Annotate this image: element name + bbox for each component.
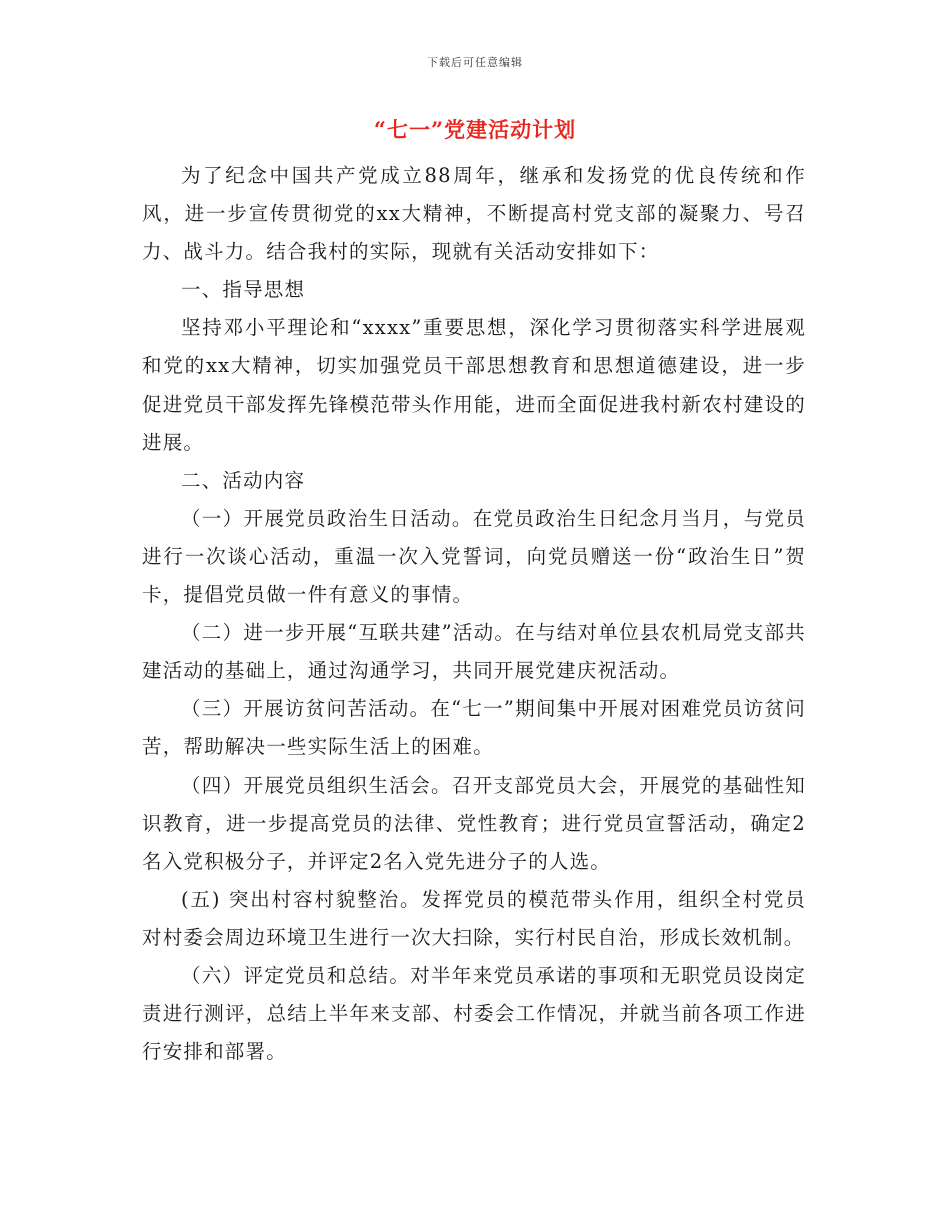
document-title: “七一”党建活动计划 [373, 117, 577, 142]
guiding-ideology-paragraph: 坚持邓小平理论和“xxxx”重要思想，深化学习贯彻落实科学进展观和党的xx大精神，切实加强党员干部思想教育和思想道德建设，进一步促进党员干部发挥先锋模范带头作用能，进而全面促进我村新农村建设的进展。 [142, 316, 806, 454]
activity-item-2: （二）进一步开展“互联共建”活动。在与结对单位县农机局党支部共建活动的基础上，通过沟通学习，共同开展党建庆祝活动。 [142, 621, 806, 683]
activity-item-1: （一）开展党员政治生日活动。在党员政治生日纪念月当月，与党员进行一次谈心活动，重温一次入党誓词，向党员赠送一份“政治生日”贺卡，提倡党员做一件有意义的事情。 [142, 506, 806, 607]
section-heading-guiding-ideology: 一、指导思想 [181, 278, 306, 302]
document-body [142, 157, 806, 1071]
intro-paragraph: 为了纪念中国共产党成立88周年，继承和发扬党的优良传统和作风，进一步宣传贯彻党的xx大精神，不断提高村党支部的凝聚力、号召力、战斗力。结合我村的实际，现就有关活动安排如下： [142, 164, 806, 264]
section-heading-activity-content: 二、活动内容 [181, 468, 306, 492]
header-note: 下载后可任意编辑 [427, 56, 523, 69]
activity-item-3: （三）开展访贫问苦活动。在“七一”期间集中开展对困难党员访贫问苦，帮助解决一些实际生活上的困难。 [142, 697, 806, 759]
activity-item-5: (五) 突出村容村貌整治。发挥党员的模范带头作用，组织全村党员对村委会周边环境卫生进行一次大扫除，实行村民自治，形成长效机制。 [142, 887, 806, 949]
activity-item-4: （四）开展党员组织生活会。召开支部党员大会，开展党的基础性知识教育，进一步提高党员的法律、党性教育；进行党员宣誓活动，确定2名入党积极分子，并评定2名入党先进分子的人选。 [142, 773, 806, 873]
activity-item-6: （六）评定党员和总结。对半年来党员承诺的事项和无职党员设岗定责进行测评，总结上半年来支部、村委会工作情况，并就当前各项工作进行安排和部署。 [142, 963, 806, 1064]
